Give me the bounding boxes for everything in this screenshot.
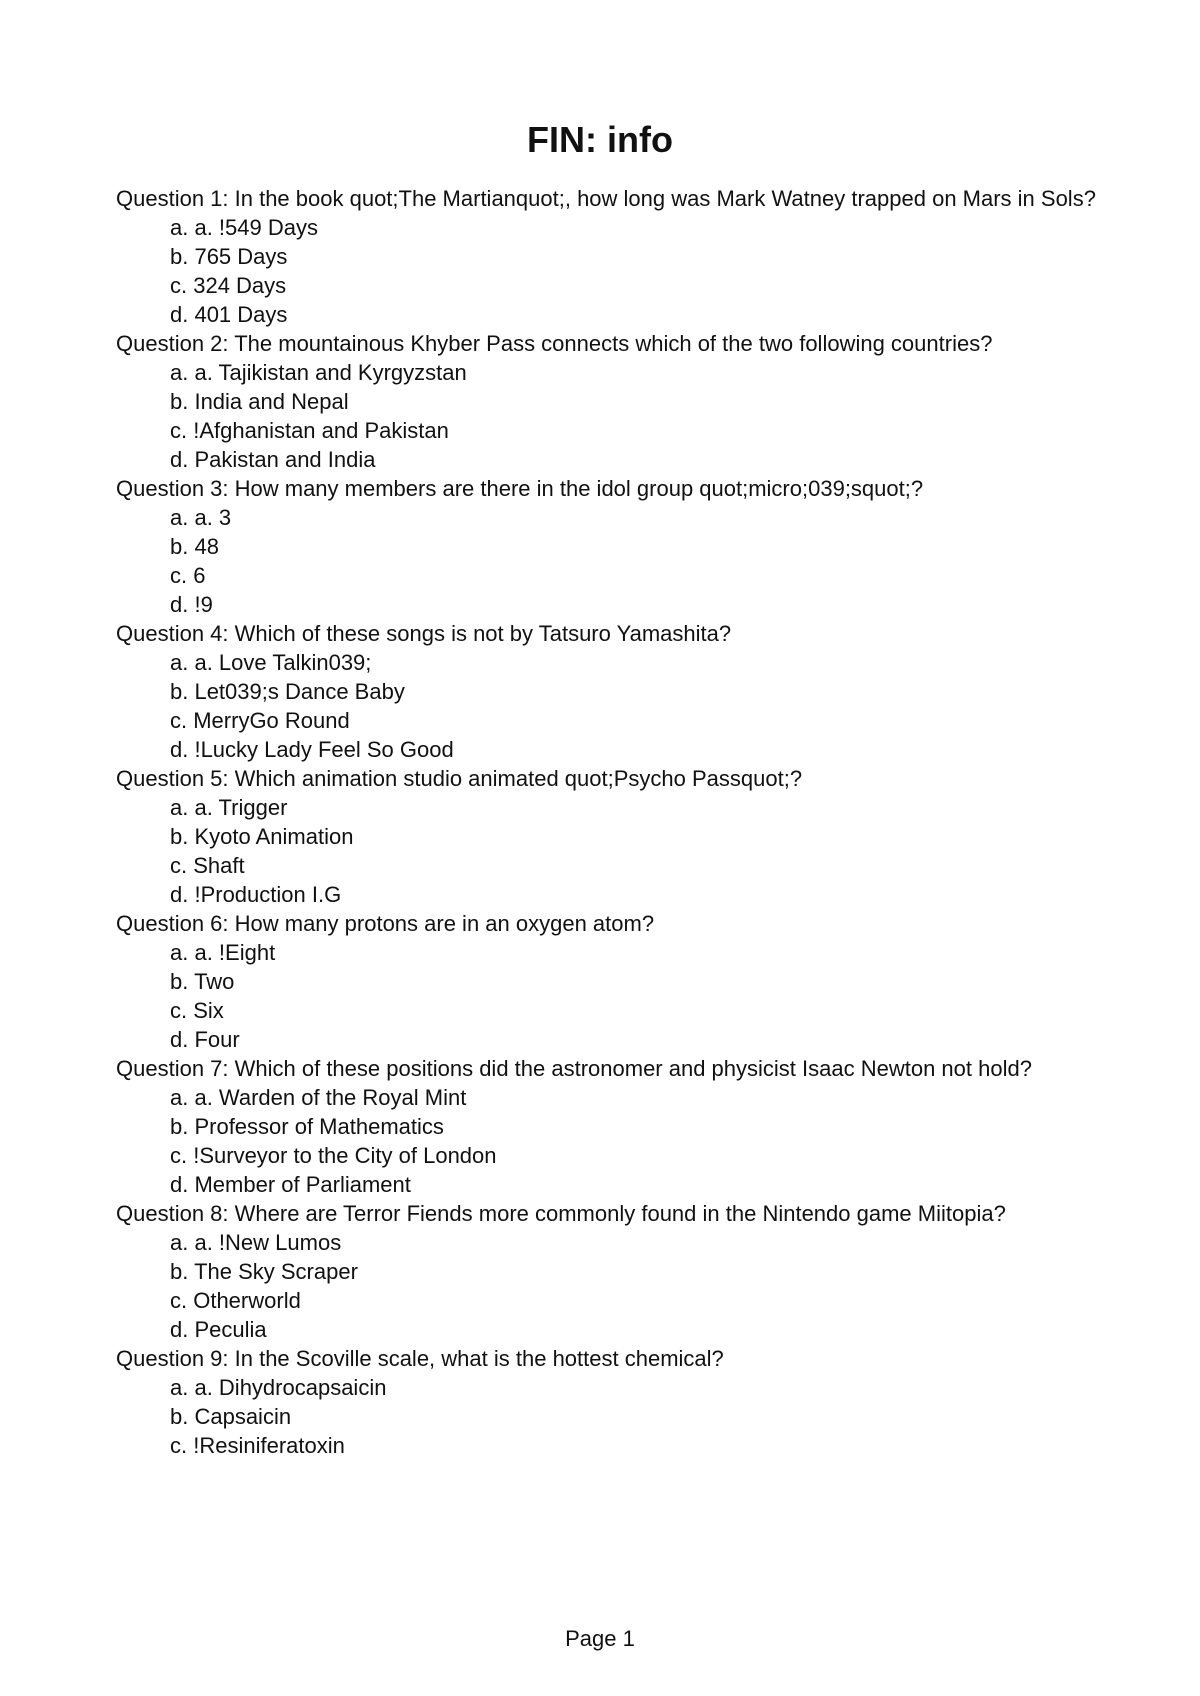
question-3	[116, 476, 1116, 617]
answer-option: a. a. Dihydrocapsaicin	[170, 1375, 387, 1400]
answer-option: d. !9	[170, 592, 213, 617]
answer-option: d. Four	[170, 1027, 240, 1052]
answer-option: b. Capsaicin	[170, 1404, 292, 1429]
answer-option: c. !Surveyor to the City of London	[170, 1143, 497, 1168]
question-8	[116, 1201, 1116, 1342]
question-5	[116, 766, 1116, 907]
answer-option: a. a. !New Lumos	[170, 1230, 342, 1255]
question-text: Question 8: Where are Terror Fiends more commonly found in the Nintendo game Miitopia?	[116, 1201, 1006, 1226]
answer-option: a. a. Warden of the Royal Mint	[170, 1085, 467, 1110]
answer-option: c. Six	[170, 998, 224, 1023]
answer-option: b. Let039;s Dance Baby	[170, 679, 405, 704]
answer-option: b. India and Nepal	[170, 389, 349, 414]
answer-option: c. Otherworld	[170, 1288, 301, 1313]
answer-option: c. 324 Days	[170, 273, 287, 298]
answer-option: d. Peculia	[170, 1317, 267, 1342]
answer-option: c. MerryGo Round	[170, 708, 350, 733]
answer-option: a. a. !549 Days	[170, 215, 318, 240]
answer-option: b. The Sky Scraper	[170, 1259, 358, 1284]
answer-option: b. Two	[170, 969, 235, 994]
document-title: FIN: info	[527, 119, 673, 160]
question-text: Question 7: Which of these positions did the astronomer and physicist Isaac Newton not hold?	[116, 1056, 1032, 1081]
answer-option: c. Shaft	[170, 853, 245, 878]
answer-option: a. a. Trigger	[170, 795, 288, 820]
answer-option: b. Professor of Mathematics	[170, 1114, 444, 1139]
question-text: Question 2: The mountainous Khyber Pass connects which of the two following countries?	[116, 331, 993, 356]
answer-option: a. a. Love Talkin039;	[170, 650, 372, 675]
answer-option: b. Kyoto Animation	[170, 824, 354, 849]
question-text: Question 1: In the book quot;The Martianquot;, how long was Mark Watney trapped on Mars in Sols?	[116, 186, 1096, 211]
question-6	[116, 911, 1116, 1052]
answer-option: d. Pakistan and India	[170, 447, 376, 472]
answer-option: a. a. !Eight	[170, 940, 276, 965]
question-text: Question 6: How many protons are in an oxygen atom?	[116, 911, 655, 936]
answer-option: b. 765 Days	[170, 244, 288, 269]
answer-option: d. !Lucky Lady Feel So Good	[170, 737, 454, 762]
question-4	[116, 621, 1116, 762]
question-9	[116, 1346, 1116, 1458]
question-text: Question 4: Which of these songs is not by Tatsuro Yamashita?	[116, 621, 732, 646]
question-text: Question 5: Which animation studio animated quot;Psycho Passquot;?	[116, 766, 803, 791]
answer-option: a. a. Tajikistan and Kyrgyzstan	[170, 360, 467, 385]
answer-option: c. 6	[170, 563, 206, 588]
answer-option: d. 401 Days	[170, 302, 288, 327]
question-text: Question 3: How many members are there in the idol group quot;micro;039;squot;?	[116, 476, 924, 501]
question-2	[116, 331, 1116, 472]
answer-option: b. 48	[170, 534, 219, 559]
answer-option: d. Member of Parliament	[170, 1172, 411, 1197]
answer-option: a. a. 3	[170, 505, 232, 530]
question-list	[116, 186, 1116, 1462]
question-text: Question 9: In the Scoville scale, what is the hottest chemical?	[116, 1346, 724, 1371]
answer-option: d. !Production I.G	[170, 882, 342, 907]
answer-option: c. !Resiniferatoxin	[170, 1433, 345, 1458]
answer-option: c. !Afghanistan and Pakistan	[170, 418, 449, 443]
page-number: Page 1	[565, 1626, 635, 1651]
question-7	[116, 1056, 1116, 1197]
question-1	[116, 186, 1116, 327]
